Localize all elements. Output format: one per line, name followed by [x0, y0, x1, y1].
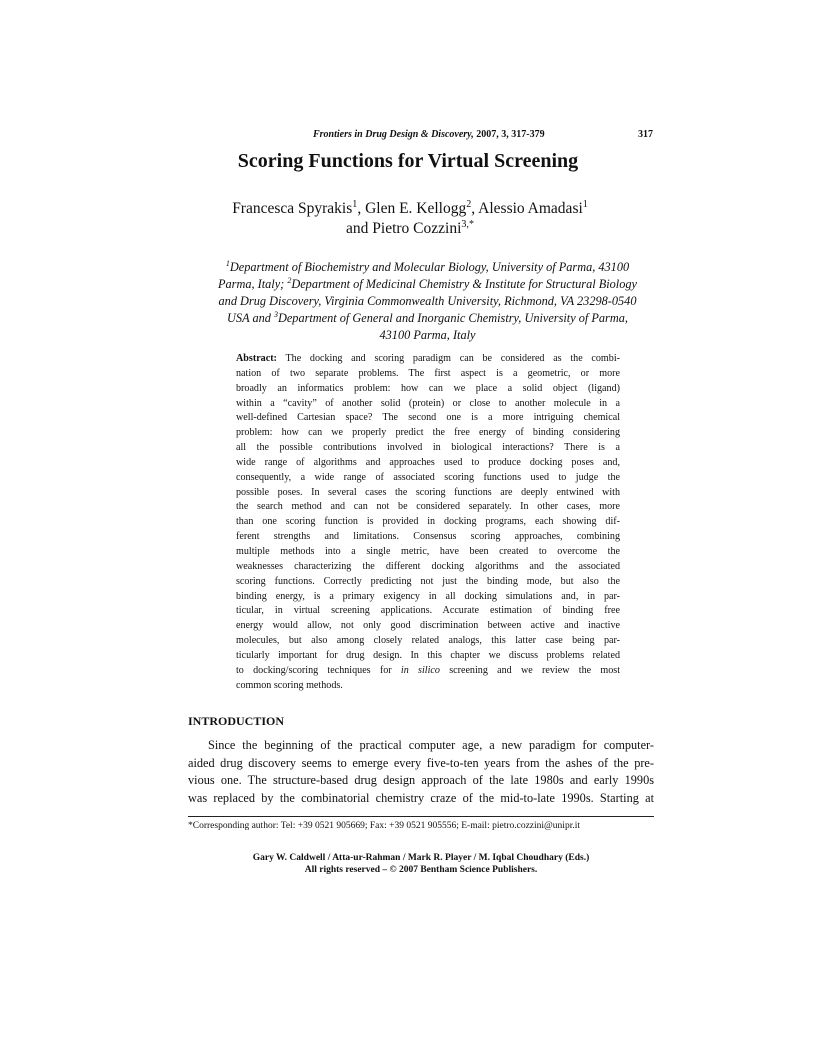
affiliation-line: 43100 Parma, Italy [379, 328, 476, 342]
author-affiliation-mark: 3,* [461, 218, 474, 230]
abstract-line [236, 664, 620, 679]
abstract-text: screening and we review the most [439, 664, 620, 676]
abstract-line: all the possible contributions involved in biological interactions? There is a [236, 442, 620, 454]
affiliation-text: Department of Medicinal Chemistry & Institute for Structural Biology [291, 277, 637, 291]
affiliation-line [190, 276, 665, 293]
abstract-line: multiple methods into a single metric, have been created to overcome the [236, 545, 620, 557]
abstract-label: Abstract: [236, 353, 277, 364]
author-name: , Alessio Amadasi [471, 200, 583, 217]
abstract-italic-term: in silico [400, 664, 440, 676]
body-line: vious one. The structure-based drug design approach of the late 1980s and early 1990s [188, 773, 654, 787]
affiliation-text: Parma, Italy; [218, 277, 288, 291]
abstract-text: The docking and scoring paradigm can be considered as the combi- [276, 353, 620, 364]
affiliation-line: and Drug Discovery, Virginia Commonwealth University, Richmond, VA 23298-0540 [218, 294, 637, 308]
affiliation-line [190, 259, 665, 276]
abstract-line: scoring functions. Correctly predicting not just the binding mode, but also the [236, 575, 620, 587]
journal-citation [313, 129, 545, 140]
author-name: Francesca Spyrakis [232, 200, 353, 217]
abstract-line: possible poses. In several cases the scoring functions are deeply entwined with [236, 486, 620, 498]
abstract-line: within a “cavity” of another solid (protein) or close to another molecule in a [236, 397, 620, 409]
affiliation-mark: 2 [287, 275, 292, 285]
publisher-footer [188, 852, 654, 876]
corresponding-author-footnote: *Corresponding author: Tel: +39 0521 905669; Fax: +39 0521 905556; E-mail: pietro.cozzini@unipr.it [188, 821, 580, 831]
affiliation-text: USA and [227, 311, 274, 325]
affiliation-line [190, 310, 665, 327]
abstract-line: molecules, but also among closely related analogs, this latter case being par- [236, 635, 620, 647]
body-line: was replaced by the combinatorial chemistry craze of the mid-to-late 1990s. Starting at [188, 790, 654, 805]
author-name: and Pietro Cozzini [346, 220, 462, 237]
affiliations [190, 259, 665, 344]
paper-title: Scoring Functions for Virtual Screening [237, 150, 579, 172]
author-affiliation-mark: 1 [582, 198, 588, 210]
abstract-line: than one scoring function is provided in docking programs, each showing dif- [236, 516, 620, 528]
abstract-line: broadly an informatics problem: how can we place a solid object (ligand) [236, 382, 620, 394]
abstract-line: ticular, in virtual screening applications. Accurate estimation of binding free [236, 605, 620, 617]
abstract-line: energy would allow, not only good discrimination between active and inactive [236, 620, 620, 632]
body-line: aided drug discovery seems to emerge every five-to-ten years from the ashes of the pre- [188, 755, 654, 770]
abstract-line: ticularly important for drug design. In this chapter we discuss problems related [236, 649, 620, 661]
section-heading-introduction: INTRODUCTION [188, 714, 285, 728]
abstract [236, 352, 620, 693]
journal-name: Frontiers in Drug Design & Discovery, [313, 129, 474, 140]
introduction-body [188, 737, 654, 807]
author-name: , Glen E. Kellogg [357, 200, 467, 217]
copyright-line: All rights reserved – © 2007 Bentham Science Publishers. [304, 865, 538, 875]
affiliation-mark: 1 [225, 258, 230, 268]
footnote-divider [188, 816, 654, 817]
abstract-text: to docking/scoring techniques for [236, 664, 401, 676]
running-header [188, 129, 653, 143]
editors-line: Gary W. Caldwell / Atta-ur-Rahman / Mark R. Player / M. Iqbal Choudhary (Eds.) [252, 853, 590, 863]
abstract-line: weaknesses characterizing the different docking algorithms and the associated [236, 560, 620, 572]
journal-details: 2007, 3, 317-379 [473, 129, 545, 140]
body-line: Since the beginning of the practical computer age, a new paradigm for computer- [208, 738, 654, 752]
abstract-line: wide range of algorithms and approaches used to produce docking poses and, [236, 456, 620, 468]
abstract-line [236, 352, 620, 367]
affiliation-mark: 3 [273, 309, 278, 319]
page-number: 317 [638, 129, 653, 140]
abstract-line: the search method and can not be considered separately. In other cases, more [236, 501, 620, 513]
affiliation-text: Department of General and Inorganic Chemistry, University of Parma, [277, 311, 628, 325]
author-affiliation-mark: 2 [466, 198, 472, 210]
abstract-line: ferent strengths and limitations. Consensus scoring approaches, combining [236, 531, 620, 543]
author-line-2 [180, 219, 640, 239]
author-affiliation-mark: 1 [352, 198, 358, 210]
affiliation-text: Department of Biochemistry and Molecular Biology, University of Parma, 43100 [229, 260, 630, 274]
abstract-line: binding energy, is a primary exigency in all docking simulations and, in par- [236, 590, 620, 602]
abstract-line: well-defined Cartesian space? The second one is a more intriguing chemical [236, 412, 620, 424]
author-list [180, 199, 640, 239]
abstract-line: consequently, a wide range of associated scoring functions used to judge the [236, 471, 620, 483]
abstract-line: nation of two separate problems. The first aspect is a geometric, or more [236, 367, 620, 379]
abstract-line: problem: how can we properly predict the free energy of binding considering [236, 427, 620, 439]
author-line-1 [180, 199, 640, 219]
abstract-line: common scoring methods. [236, 679, 343, 691]
